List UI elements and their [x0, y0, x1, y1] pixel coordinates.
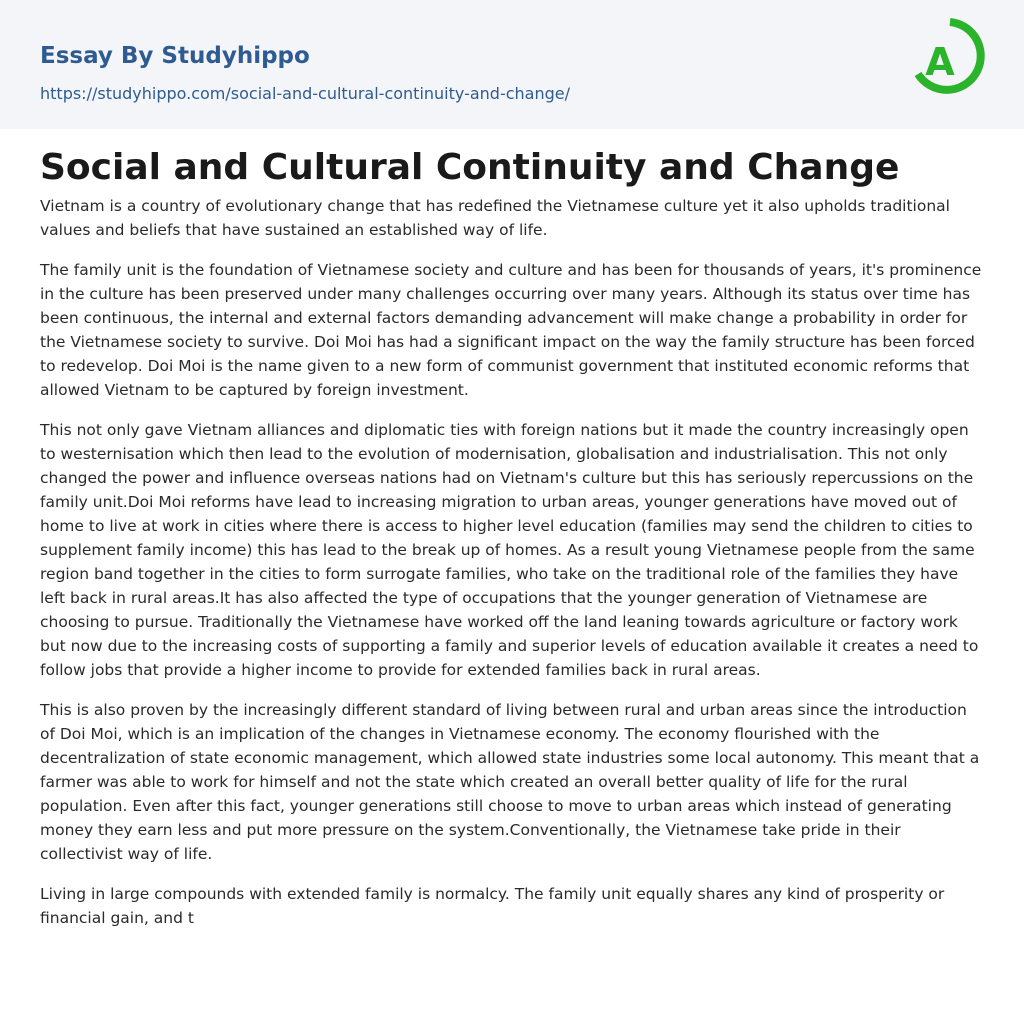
- essay-title: Social and Cultural Continuity and Change: [40, 147, 900, 188]
- essay-paragraph: Living in large compounds with extended family is normalcy. The family unit equally shares any kind of prosperity or financial gain, and t: [40, 885, 945, 927]
- essay-paragraph: This is also proven by the increasingly different standard of living between rural and urban areas since the introduction of Doi Moi, which is an implication of the changes in Vietnamese economy. The economy flourished with the decentralization of state economic management, which allowed state industries some local autonomy. This meant that a farmer was able to work for himself and not the state which created an overall better quality of life for the rural population. Even after this fact, younger generations still choose to move to urban areas which instead of generating money they earn less and put more pressure on the system.Conventionally, the Vietnamese take pride in their collectivist way of life.: [40, 701, 980, 863]
- source-url-link[interactable]: https://studyhippo.com/social-and-cultural-continuity-and-change/: [40, 84, 570, 103]
- studyhippo-logo[interactable]: [912, 18, 988, 106]
- site-title[interactable]: Essay By Studyhippo: [40, 43, 310, 69]
- essay-paragraph: The family unit is the foundation of Vietnamese society and culture and has been for thousands of years, it's prominence in the culture has been preserved under many challenges occurring over many years. Although its status over time has been continuous, the internal and external factors demanding advancement will make change a probability in order for the Vietnamese society to survive. Doi Moi has had a significant impact on the way the family structure has been forced to redevelop. Doi Moi is the name given to a new form of communist government that instituted economic reforms that allowed Vietnam to be captured by foreign investment.: [40, 261, 982, 399]
- essay-body: [40, 194, 984, 946]
- essay-paragraph: This not only gave Vietnam alliances and diplomatic ties with foreign nations but it made the country increasingly open to westernisation which then lead to the evolution of modernisation, globalisation and industrialisation. This not only changed the power and influence overseas nations had on Vietnam's culture but this has seriously repercussions on the family unit.Doi Moi reforms have lead to increasing migration to urban areas, younger generations have moved out of home to live at work in cities where there is access to higher level education (families may send the children to cities to supplement family income) this has lead to the break up of homes. As a result young Vietnamese people from the same region band together in the cities to form surrogate families, who take on the traditional role of the families they have left back in rural areas.It has also affected the type of occupations that the younger generation of Vietnamese are choosing to pursue. Traditionally the Vietnamese have worked off the land leaning towards agriculture or factory work but now due to the increasing costs of supporting a family and superior levels of education available it creates a need to follow jobs that provide a higher income to provide for extended families back in rural areas.: [40, 421, 979, 679]
- essay-paragraph: Vietnam is a country of evolutionary change that has redefined the Vietnamese culture yet it also upholds traditional values and beliefs that have sustained an established way of life.: [40, 197, 950, 239]
- logo-letter: A: [925, 40, 955, 84]
